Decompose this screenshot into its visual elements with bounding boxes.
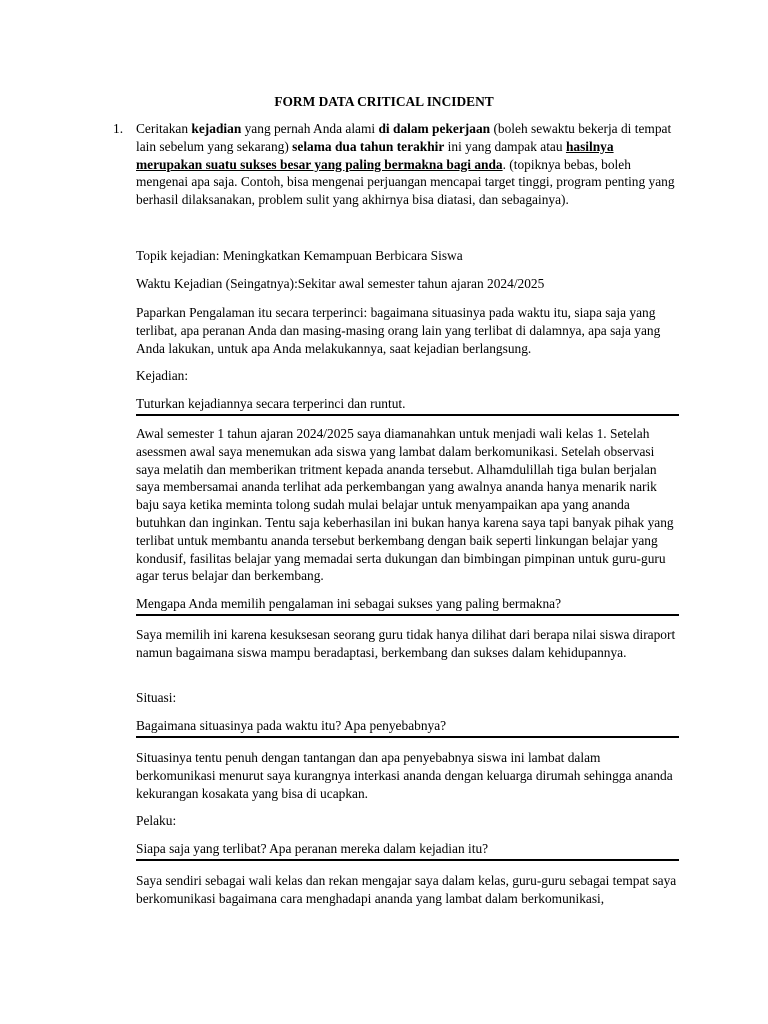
pelaku-prompt: Siapa saja yang terlibat? Apa peranan mereka dalam kejadian itu? [136, 840, 679, 861]
question-text-part: (boleh sewaktu bekerja di tempat lain sebelum yang sekarang) [136, 121, 672, 154]
question-text-part: Ceritakan [136, 121, 192, 136]
kejadian-label: Kejadian: [136, 368, 189, 383]
question-emphasis: kejadian [191, 121, 242, 136]
pelaku-answer: Saya sendiri sebagai wali kelas dan rekan mengajar saya dalam kelas, guru-guru sebagai tempat saya berkomunikasi bagaimana cara menghadapi ananda yang lambat dalam berkomunikasi, [136, 873, 677, 906]
why-answer: Saya memilih ini karena kesuksesan seorang guru tidak hanya dilihat dari berapa nilai siswa diraport namun bagaimana siswa mampu beradaptasi, berkembang dan sukses dalam kehidupannya. [136, 627, 676, 660]
situasi-label: Situasi: [136, 690, 177, 705]
question-text-part: yang pernah Anda alami [241, 121, 379, 136]
topic-line: Topik kejadian: Meningkatkan Kemampuan Berbicara Siswa [136, 248, 463, 263]
instruction-paragraph: Paparkan Pengalaman itu secara terperinci: bagaimana situasinya pada waktu itu, siapa saja yang terlibat, apa peranan Anda dan masing-masing orang lain yang terlibat di dalamnya, apa saja yang Anda lakukan, untuk apa Anda melakukannya, saat kejadian berlangsung. [136, 305, 661, 356]
question-text [136, 120, 682, 209]
question-emphasis-underlined: hasilnya merupakan suatu sukses besar yang paling bermakna bagi anda [136, 138, 614, 172]
question-emphasis: di dalam pekerjaan [378, 121, 491, 136]
kejadian-answer: Awal semester 1 tahun ajaran 2024/2025 saya diamanahkan untuk menjadi wali kelas 1. Setelah asessmen awal saya menemukan ada siswa yang lambat dalam berkomunikasi. Setelah observasi saya melatih dan memberikan tritment kepada ananda tersebut. Alhamdulillah tiga bulan berjalan saya membersamai ananda terlihat ada perkembangan yang awalnya ananda hanya menarik narik baju saya ketika meminta tolong sudah mulai belajar untuk menyampaikan apa yang ananda butuhkan dan inginkan. Tentu saja keberhasilan ini bukan hanya karena saya tapi banyak pihak yang terlibat untuk membantu ananda tersebut berkembang dengan baik seperti linkungan belajar yang kondusif, fasilitas belajar yang memadai serta dukungan dan bimbingan pimpinan untuk guru-guru agar terus belajar dan berkembang. [136, 426, 674, 584]
document-title: FORM DATA CRITICAL INCIDENT [274, 94, 494, 109]
question-number: 1. [113, 121, 124, 136]
situasi-prompt: Bagaimana situasinya pada waktu itu? Apa penyebabnya? [136, 717, 679, 738]
question-text-part: ini yang dampak atau [444, 138, 566, 154]
situasi-answer: Situasinya tentu penuh dengan tantangan dan apa penyebabnya siswa ini lambat dalam berkomunikasi menurut saya kurangnya interkasi ananda dengan keluarga dirumah sehingga ananda kekurangan kosakata yang bisa di ucapkan. [136, 750, 673, 801]
question-text-part: . (topiknya bebas, boleh mengenai apa saja. Contoh, bisa mengenai perjuangan mencapai target tinggi, program penting yang berhasil dilaksanakan, problem sulit yang akhirnya bisa diatasi, dan sebagainya). [136, 156, 675, 208]
why-prompt: Mengapa Anda memilih pengalaman ini sebagai sukses yang paling bermakna? [136, 595, 679, 616]
pelaku-label: Pelaku: [136, 813, 177, 828]
question-emphasis: selama dua tahun terakhir [292, 138, 445, 154]
time-line: Waktu Kejadian (Seingatnya):Sekitar awal semester tahun ajaran 2024/2025 [136, 276, 545, 291]
kejadian-prompt: Tuturkan kejadiannya secara terperinci dan runtut. [136, 395, 679, 416]
question-1 [113, 120, 683, 209]
